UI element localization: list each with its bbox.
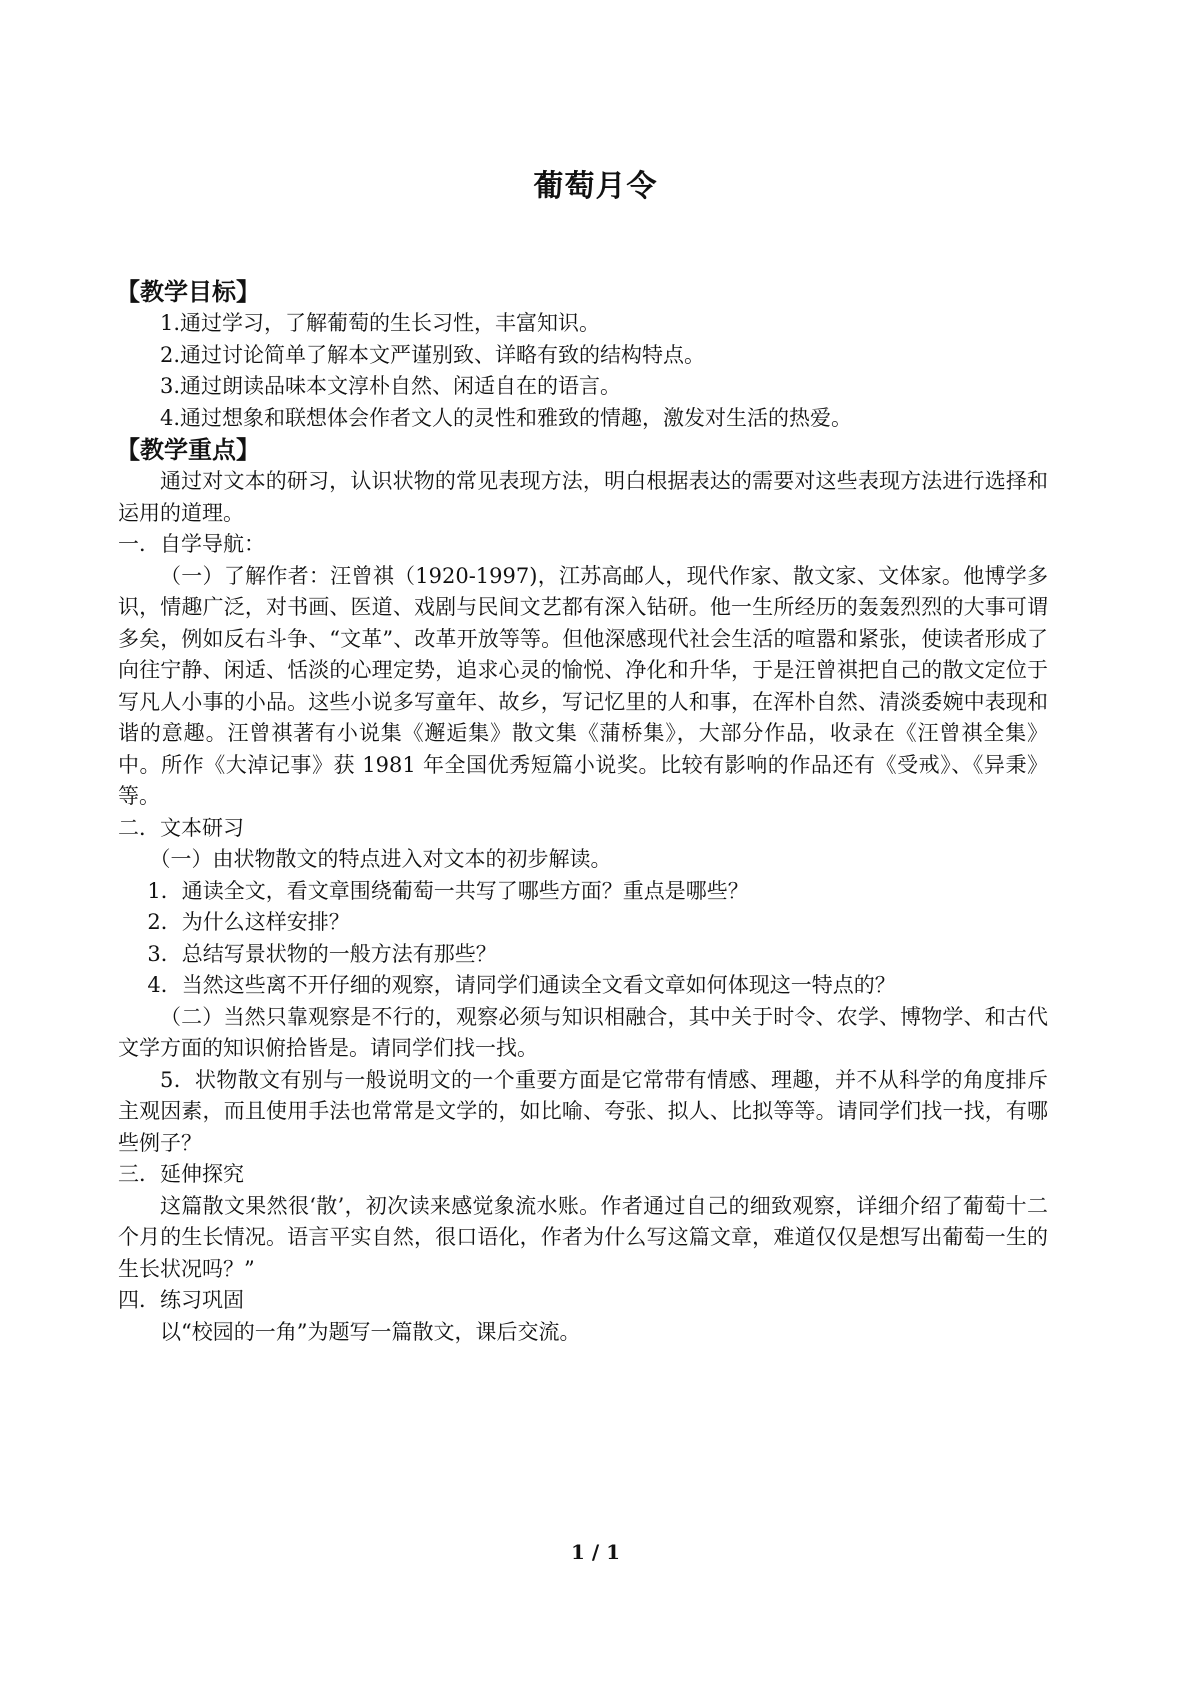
keypoints-heading: 【教学重点】 <box>116 435 260 464</box>
part2-heading: 二．文本研习 <box>118 815 244 840</box>
page-number: 1 / 1 <box>570 1540 621 1564</box>
part2-question-5: 5．状物散文有别与一般说明文的一个重要方面是它常带有情感、理趣，并不从科学的角度排斥主观因素，而且使用手法也常常是文学的，如比喻、夸张、拟人、比拟等等。请同学们找一找，有哪些例子？ <box>118 1067 1048 1155</box>
part2-question-2: 2．为什么这样安排？ <box>147 910 350 934</box>
part2-question-4: 4．当然这些离不开仔细的观察，请同学们通读全文看文章如何体现这一特点的？ <box>147 973 896 997</box>
objective-4: 4.通过想象和联想体会作者文人的灵性和雅致的情趣，激发对生活的热爱。 <box>160 405 853 430</box>
objective-1: 1.通过学习，了解葡萄的生长习性，丰富知识。 <box>160 311 601 335</box>
part1-text: （一）了解作者：汪曾祺（1920-1997)，江苏高邮人，现代作家、散文家、文体家。他博学多识，情趣广泛，对书画、医道、戏剧与民间文艺都有深入钻研。他一生所经历的轰轰烈烈的大事可谓多矣，例如反右斗争、“文革”、改革开放等等。但他深感现代社会生活的喧嚣和紧张，使读者形成了向往宁静、闲适、恬淡的心理定势，追求心灵的愉悦、净化和升华，于是汪曾祺把自己的散文定位于写凡人小事的小品。这些小说多写童年、故乡，写记忆里的人和事，在浑朴自然、清淡委婉中表现和谐的意趣。汪曾祺著有小说集《邂逅集》散文集《蒲桥集》，大部分作品，收录在《汪曾祺全集》中。所作《大淖记事》获 1981 年全国优秀短篇小说奖。比较有影响的作品还有《受戒》、《异秉》等。 <box>118 563 1048 808</box>
part4-heading: 四．练习巩固 <box>118 1288 244 1312</box>
part2-question-3: 3．总结写景状物的一般方法有那些？ <box>147 941 497 966</box>
part1-heading: 一．自学导航： <box>118 532 265 556</box>
part4-text: 以“校园的一角”为题写一篇散文，课后交流。 <box>160 1319 581 1344</box>
keypoints-text: 通过对文本的研习，认识状物的常见表现方法，明白根据表达的需要对这些表现方法进行选择和运用的道理。 <box>118 469 1048 525</box>
objective-3: 3.通过朗读品味本文淳朴自然、闲适自在的语言。 <box>160 374 622 398</box>
part3-text: 这篇散文果然很‘散’，初次读来感觉象流水账。作者通过自己的细致观察，详细介绍了葡萄十二个月的生长情况。语言平实自然，很口语化，作者为什么写这篇文章，难道仅仅是想写出葡萄一生的生长状况吗？” <box>118 1193 1048 1281</box>
document-body <box>118 276 1048 1348</box>
part2-subheading-2: （二）当然只靠观察是不行的，观察必须与知识相融合，其中关于时令、农学、博物学、和古代文学方面的知识俯拾皆是。请同学们找一找。 <box>118 1004 1048 1060</box>
objective-2: 2.通过讨论简单了解本文严谨别致、详略有致的结构特点。 <box>160 342 706 367</box>
part2-question-1: 1．通读全文，看文章围绕葡萄一共写了哪些方面？重点是哪些？ <box>147 878 749 903</box>
part2-subheading-1: （一）由状物散文的特点进入对文本的初步解读。 <box>149 847 612 871</box>
part3-heading: 三．延伸探究 <box>118 1162 244 1186</box>
page-title: 葡萄月令 <box>533 169 658 204</box>
objectives-heading: 【教学目标】 <box>116 277 260 306</box>
